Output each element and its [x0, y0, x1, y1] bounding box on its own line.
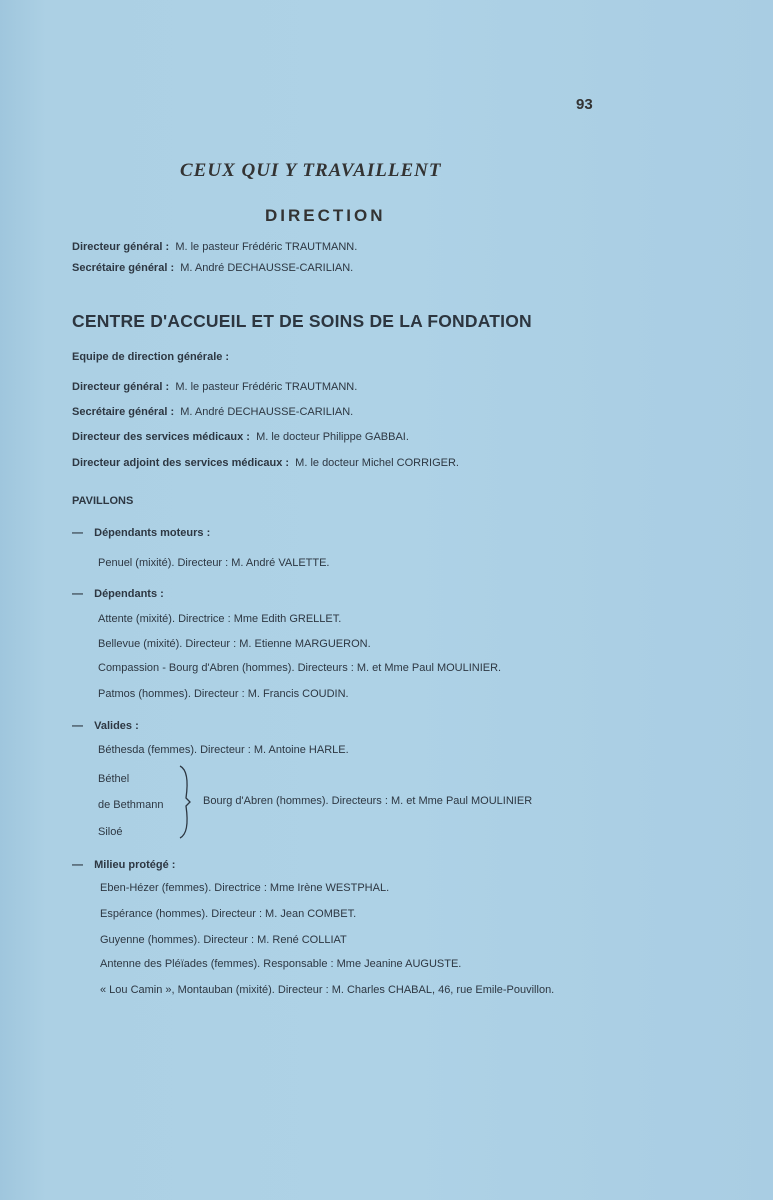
group-name: Siloé	[98, 826, 123, 838]
pavilion-item: Guyenne (hommes). Directeur : M. René COLLIAT	[100, 934, 347, 946]
row-value: M. le docteur Michel CORRIGER.	[295, 457, 459, 469]
subsection-valides	[72, 720, 139, 732]
dash-mark: —	[72, 720, 83, 732]
pavillons-heading: PAVILLONS	[72, 495, 134, 507]
row-label: Directeur général :	[72, 241, 170, 253]
row-label: Secrétaire général :	[72, 262, 175, 274]
centre-heading: CENTRE D'ACCUEIL ET DE SOINS DE LA FONDATION	[72, 311, 532, 331]
pavilion-item: « Lou Camin », Montauban (mixité). Directeur : M. Charles CHABAL, 46, rue Emile-Pouvillon.	[100, 984, 555, 996]
centre-row	[72, 406, 353, 418]
subsection-label: Dépendants moteurs :	[94, 527, 211, 539]
pavilion-item: Béthesda (femmes). Directeur : M. Antoine HARLE.	[98, 744, 349, 756]
brace-icon	[176, 764, 192, 840]
pavilion-item: Penuel (mixité). Directeur : M. André VALETTE.	[98, 557, 330, 569]
row-value: M. le docteur Philippe GABBAI.	[256, 431, 409, 443]
pavilion-item: Attente (mixité). Directrice : Mme Edith GRELLET.	[98, 613, 342, 625]
centre-row	[72, 457, 459, 469]
subsection-label: Valides :	[94, 720, 139, 732]
subsection-label: Dépendants :	[94, 588, 164, 600]
pavilion-item: Espérance (hommes). Directeur : M. Jean COMBET.	[100, 908, 357, 920]
row-value: M. André DECHAUSSE-CARILIAN.	[180, 262, 354, 274]
subsection-milieu-protege	[72, 859, 175, 871]
pavilion-item: Eben-Hézer (femmes). Directrice : Mme Irène WESTPHAL.	[100, 882, 390, 894]
group-description: Bourg d'Abren (hommes). Directeurs : M. et Mme Paul MOULINIER	[203, 795, 533, 807]
row-value: M. le pasteur Frédéric TRAUTMANN.	[175, 381, 358, 393]
group-name: de Bethmann	[98, 799, 164, 811]
row-value: M. André DECHAUSSE-CARILIAN.	[180, 406, 354, 418]
row-label: Directeur général :	[72, 381, 170, 393]
dash-mark: —	[72, 588, 83, 600]
subsection-dependants-moteurs	[72, 527, 210, 539]
subsection-dependants	[72, 588, 164, 600]
pavilion-item: Patmos (hommes). Directeur : M. Francis COUDIN.	[98, 688, 349, 700]
pavilion-item: Compassion - Bourg d'Abren (hommes). Directeurs : M. et Mme Paul MOULINIER.	[98, 662, 502, 674]
centre-row	[72, 431, 409, 443]
page-number: 93	[576, 96, 593, 113]
direction-heading: DIRECTION	[265, 206, 386, 225]
group-name: Béthel	[98, 773, 130, 785]
subsection-label: Milieu protégé :	[94, 859, 176, 871]
team-label: Equipe de direction générale :	[72, 351, 230, 363]
row-label: Secrétaire général :	[72, 406, 175, 418]
dash-mark: —	[72, 859, 83, 871]
row-value: M. le pasteur Frédéric TRAUTMANN.	[175, 241, 358, 253]
row-label: Directeur des services médicaux :	[72, 431, 250, 443]
dash-mark: —	[72, 527, 83, 539]
pavilion-item: Antenne des Pléïades (femmes). Responsable : Mme Jeanine AUGUSTE.	[100, 958, 462, 970]
direction-row	[72, 262, 353, 274]
row-label: Directeur adjoint des services médicaux :	[72, 457, 290, 469]
pavilion-item: Bellevue (mixité). Directeur : M. Etienne MARGUERON.	[98, 638, 371, 650]
direction-row	[72, 241, 357, 253]
kicker-title: CEUX QUI Y TRAVAILLENT	[180, 160, 442, 181]
centre-row	[72, 381, 357, 393]
